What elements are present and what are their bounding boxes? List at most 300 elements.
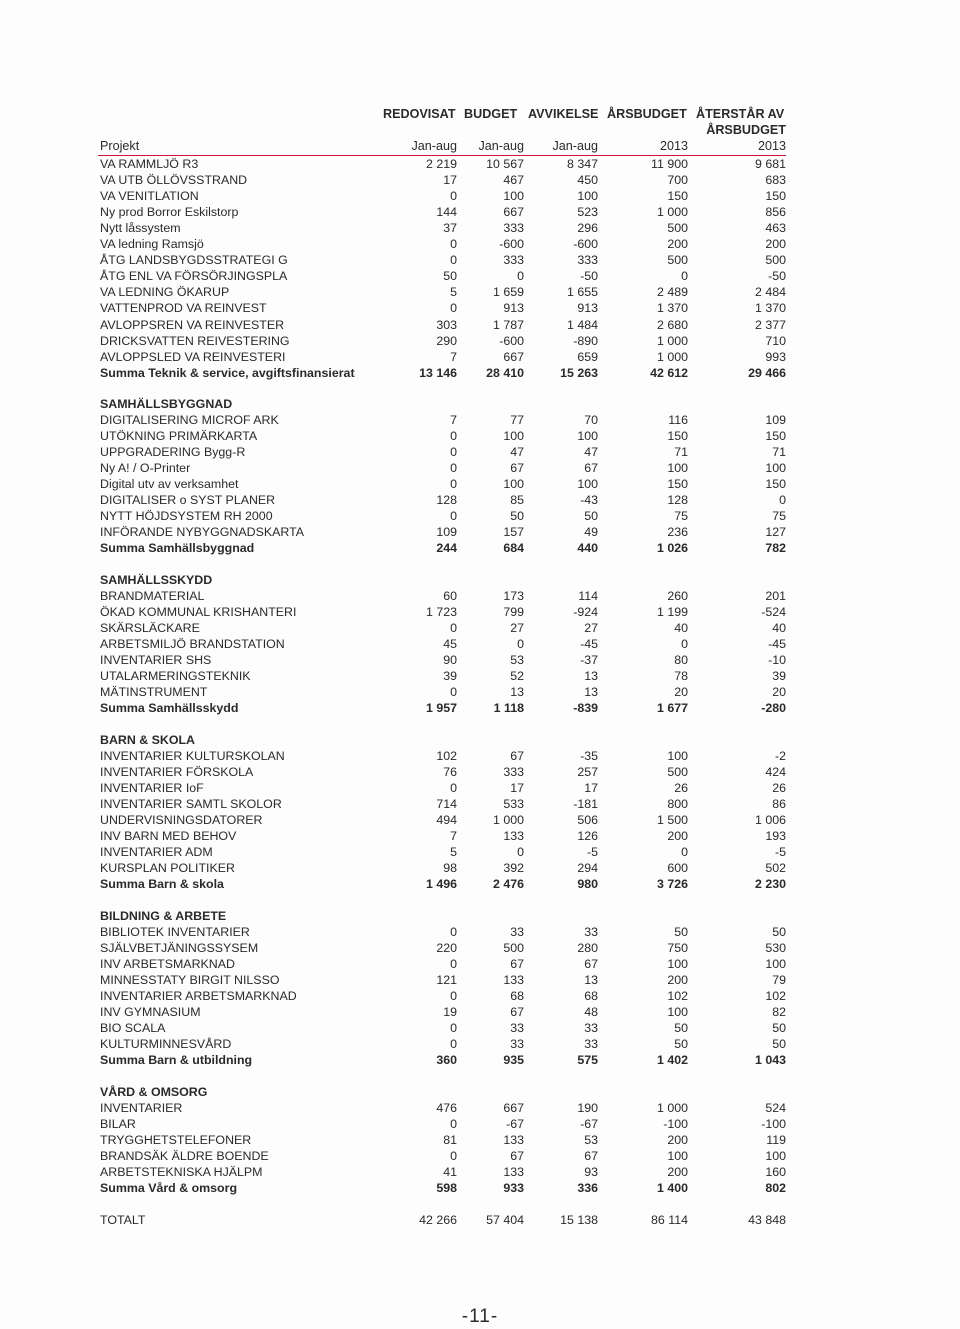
row-label: VA LEDNING ÖKARUP bbox=[100, 285, 230, 299]
table-row bbox=[0, 1116, 960, 1132]
aterstar-value: 1 006 bbox=[754, 813, 786, 827]
row-label: ÅTG ENL VA FÖRSÖRJINGSPLA bbox=[100, 269, 288, 283]
avvikelse-value: 67 bbox=[584, 957, 598, 971]
row-label: NYTT HÖJDSYSTEM RH 2000 bbox=[100, 509, 273, 523]
aterstar-value: 109 bbox=[765, 413, 786, 427]
aterstar-value: 29 466 bbox=[748, 366, 786, 380]
row-label: DIGITALISER o SYST PLANER bbox=[100, 493, 276, 507]
redovisat-value: 50 bbox=[443, 269, 457, 283]
budget-value: 933 bbox=[503, 1181, 524, 1195]
budget-value: 10 567 bbox=[486, 157, 524, 171]
aterstar-value: 524 bbox=[765, 1101, 786, 1115]
table-row bbox=[0, 1100, 960, 1116]
redovisat-value: 0 bbox=[450, 685, 457, 699]
aterstar-value: 463 bbox=[765, 221, 786, 235]
aterstar-value: 802 bbox=[765, 1181, 786, 1195]
avvikelse-value: 913 bbox=[577, 301, 598, 315]
summary-row bbox=[0, 876, 960, 892]
redovisat-value: 0 bbox=[450, 461, 457, 475]
budget-value: 0 bbox=[517, 845, 524, 859]
avvikelse-value: -839 bbox=[573, 701, 598, 715]
redovisat-value: 290 bbox=[436, 334, 457, 348]
period-aterstar: 2013 bbox=[757, 139, 786, 153]
table-row bbox=[0, 812, 960, 828]
table-row bbox=[0, 156, 960, 172]
budget-value: 0 bbox=[517, 637, 524, 651]
row-label: BRANDSÄK ÄLDRE BOENDE bbox=[100, 1149, 269, 1163]
avvikelse-value: 257 bbox=[577, 765, 598, 779]
budget-value: 67 bbox=[510, 957, 524, 971]
budget-value: -67 bbox=[506, 1117, 524, 1131]
budget-value: 333 bbox=[503, 253, 524, 267]
redovisat-value: 0 bbox=[450, 781, 457, 795]
table-row bbox=[0, 1164, 960, 1180]
table-row bbox=[0, 220, 960, 236]
col-header-aterstar-line1: ÅTERSTÅR AV bbox=[696, 107, 785, 121]
avvikelse-value: 15 263 bbox=[560, 366, 598, 380]
aterstar-value: 75 bbox=[772, 509, 786, 523]
table-row bbox=[0, 620, 960, 636]
aterstar-value: 79 bbox=[772, 973, 786, 987]
table-row bbox=[0, 444, 960, 460]
avvikelse-value: 33 bbox=[584, 1021, 598, 1035]
avvikelse-value: 47 bbox=[584, 445, 598, 459]
arsbudget-value: 0 bbox=[681, 637, 688, 651]
budget-value: 85 bbox=[510, 493, 524, 507]
arsbudget-value: 1 500 bbox=[656, 813, 688, 827]
row-label: VA ledning Ramsjö bbox=[100, 237, 204, 251]
table-row bbox=[0, 492, 960, 508]
summary-row bbox=[0, 365, 960, 381]
aterstar-value: 50 bbox=[772, 1037, 786, 1051]
row-label: Summa Samhällsbyggnad bbox=[100, 541, 255, 555]
aterstar-value: 9 681 bbox=[754, 157, 786, 171]
table-row bbox=[0, 300, 960, 316]
row-label: TRYGGHETSTELEFONER bbox=[100, 1133, 252, 1147]
avvikelse-value: 68 bbox=[584, 989, 598, 1003]
arsbudget-value: 1 026 bbox=[656, 541, 688, 555]
row-label: KULTURMINNESVÅRD bbox=[100, 1037, 232, 1051]
redovisat-value: 13 146 bbox=[419, 366, 457, 380]
table-row bbox=[0, 188, 960, 204]
redovisat-value: 0 bbox=[450, 301, 457, 315]
row-label: KURSPLAN POLITIKER bbox=[100, 861, 235, 875]
arsbudget-value: 1 199 bbox=[656, 605, 688, 619]
aterstar-value: 2 230 bbox=[754, 877, 786, 891]
table-row bbox=[0, 412, 960, 428]
table-row bbox=[0, 668, 960, 684]
budget-value: 913 bbox=[503, 301, 524, 315]
row-label: SKÄRSLÄCKARE bbox=[100, 621, 200, 635]
row-label: INVENTARIER KULTURSKOLAN bbox=[100, 749, 285, 763]
row-label: VATTENPROD VA REINVEST bbox=[100, 301, 267, 315]
arsbudget-value: 1 000 bbox=[656, 1101, 688, 1115]
arsbudget-value: 86 114 bbox=[651, 1213, 688, 1227]
avvikelse-value: 67 bbox=[584, 461, 598, 475]
aterstar-value: -45 bbox=[768, 637, 786, 651]
arsbudget-value: 500 bbox=[667, 765, 688, 779]
redovisat-value: 0 bbox=[450, 429, 457, 443]
page-number: -11- bbox=[461, 1306, 499, 1327]
arsbudget-value: 500 bbox=[667, 253, 688, 267]
aterstar-value: 86 bbox=[772, 797, 786, 811]
row-label: INVENTARIER IoF bbox=[100, 781, 204, 795]
redovisat-value: 5 bbox=[450, 845, 457, 859]
redovisat-value: 144 bbox=[436, 205, 457, 219]
section-header bbox=[0, 572, 960, 588]
budget-value: 17 bbox=[510, 781, 524, 795]
arsbudget-value: 116 bbox=[668, 413, 688, 427]
row-label: INVENTARIER ARBETSMARKNAD bbox=[100, 989, 297, 1003]
arsbudget-value: 1 000 bbox=[656, 350, 688, 364]
aterstar-value: 201 bbox=[765, 589, 786, 603]
summary-row bbox=[0, 540, 960, 556]
arsbudget-value: 600 bbox=[667, 861, 688, 875]
budget-value: 1 000 bbox=[492, 813, 524, 827]
redovisat-value: 98 bbox=[443, 861, 457, 875]
avvikelse-value: 15 138 bbox=[560, 1213, 598, 1227]
table-row bbox=[0, 636, 960, 652]
budget-value: 52 bbox=[510, 669, 524, 683]
redovisat-value: 102 bbox=[436, 749, 457, 763]
avvikelse-value: -67 bbox=[580, 1117, 598, 1131]
aterstar-value: 150 bbox=[765, 429, 786, 443]
budget-value: 667 bbox=[503, 205, 524, 219]
aterstar-value: 43 848 bbox=[748, 1213, 786, 1227]
table-row bbox=[0, 1020, 960, 1036]
aterstar-value: 150 bbox=[765, 477, 786, 491]
aterstar-value: 160 bbox=[765, 1165, 786, 1179]
budget-value: 133 bbox=[503, 973, 524, 987]
redovisat-value: 1 496 bbox=[425, 877, 457, 891]
redovisat-value: 2 219 bbox=[425, 157, 457, 171]
table-row bbox=[0, 940, 960, 956]
arsbudget-value: 50 bbox=[674, 1037, 688, 1051]
row-label: Summa Teknik & service, avgiftsfinansierat bbox=[100, 366, 355, 380]
arsbudget-value: 78 bbox=[674, 669, 688, 683]
budget-value: -600 bbox=[499, 237, 524, 251]
avvikelse-value: 70 bbox=[584, 413, 598, 427]
arsbudget-value: 200 bbox=[667, 973, 688, 987]
aterstar-value: 530 bbox=[765, 941, 786, 955]
budget-value: 57 404 bbox=[486, 1213, 524, 1227]
row-label: DRICKSVATTEN REIVESTERING bbox=[100, 334, 290, 348]
row-label: VA UTB ÖLLÖVSSTRAND bbox=[100, 173, 248, 187]
budget-value: 33 bbox=[510, 1021, 524, 1035]
table-row bbox=[0, 524, 960, 540]
table-row bbox=[0, 924, 960, 940]
avvikelse-value: 126 bbox=[577, 829, 598, 843]
arsbudget-value: 50 bbox=[674, 1021, 688, 1035]
aterstar-value: 82 bbox=[772, 1005, 786, 1019]
budget-value: 684 bbox=[503, 541, 524, 555]
aterstar-value: 100 bbox=[765, 957, 786, 971]
arsbudget-value: 2 680 bbox=[656, 318, 688, 332]
summary-row bbox=[0, 1052, 960, 1068]
arsbudget-value: 750 bbox=[667, 941, 688, 955]
avvikelse-value: 280 bbox=[577, 941, 598, 955]
budget-value: 157 bbox=[503, 525, 524, 539]
budget-value: 935 bbox=[503, 1053, 524, 1067]
period-avvikelse: Jan-aug bbox=[552, 139, 598, 153]
table-row bbox=[0, 317, 960, 333]
arsbudget-value: 100 bbox=[667, 749, 688, 763]
table-row bbox=[0, 333, 960, 349]
budget-value: 533 bbox=[503, 797, 524, 811]
avvikelse-value: 333 bbox=[577, 253, 598, 267]
arsbudget-value: 40 bbox=[674, 621, 688, 635]
budget-value: 33 bbox=[510, 1037, 524, 1051]
aterstar-value: 500 bbox=[765, 253, 786, 267]
redovisat-value: 476 bbox=[436, 1101, 457, 1115]
aterstar-value: 26 bbox=[772, 781, 786, 795]
summary-row bbox=[0, 1180, 960, 1196]
budget-value: 0 bbox=[517, 269, 524, 283]
avvikelse-value: -43 bbox=[580, 493, 598, 507]
aterstar-value: 710 bbox=[765, 334, 786, 348]
redovisat-value: 39 bbox=[443, 669, 457, 683]
avvikelse-value: 93 bbox=[584, 1165, 598, 1179]
redovisat-value: 45 bbox=[443, 637, 457, 651]
avvikelse-value: 17 bbox=[584, 781, 598, 795]
aterstar-value: -280 bbox=[761, 701, 786, 715]
budget-value: 67 bbox=[510, 461, 524, 475]
arsbudget-value: 260 bbox=[667, 589, 688, 603]
arsbudget-value: 1 402 bbox=[656, 1053, 688, 1067]
section-header bbox=[0, 908, 960, 924]
redovisat-value: 0 bbox=[450, 1149, 457, 1163]
table-row bbox=[0, 460, 960, 476]
table-row bbox=[0, 652, 960, 668]
arsbudget-value: 20 bbox=[674, 685, 688, 699]
budget-value: 67 bbox=[510, 749, 524, 763]
table-row bbox=[0, 764, 960, 780]
budget-value: 77 bbox=[510, 413, 524, 427]
redovisat-value: 42 266 bbox=[419, 1213, 457, 1227]
avvikelse-value: 67 bbox=[584, 1149, 598, 1163]
row-label: ARBETSTEKNISKA HJÄLPM bbox=[100, 1165, 263, 1179]
redovisat-value: 244 bbox=[436, 541, 457, 555]
avvikelse-value: 50 bbox=[584, 509, 598, 523]
row-label: INV ARBETSMARKNAD bbox=[100, 957, 235, 971]
projekt-header: Projekt bbox=[100, 139, 140, 153]
arsbudget-value: 2 489 bbox=[656, 285, 688, 299]
arsbudget-value: 1 000 bbox=[656, 334, 688, 348]
avvikelse-value: 33 bbox=[584, 1037, 598, 1051]
row-label: UPPGRADERING Bygg-R bbox=[100, 445, 246, 459]
row-label: INV BARN MED BEHOV bbox=[100, 829, 237, 843]
row-label: INVENTARIER SAMTL SKOLOR bbox=[100, 797, 282, 811]
table-row bbox=[0, 956, 960, 972]
table-row bbox=[0, 828, 960, 844]
row-label: MÄTINSTRUMENT bbox=[100, 685, 208, 699]
total-row bbox=[0, 1212, 960, 1228]
aterstar-value: 119 bbox=[766, 1133, 786, 1147]
budget-value: 133 bbox=[503, 1133, 524, 1147]
arsbudget-value: 800 bbox=[667, 797, 688, 811]
table-row bbox=[0, 844, 960, 860]
arsbudget-value: 1 677 bbox=[656, 701, 688, 715]
arsbudget-value: 700 bbox=[667, 173, 688, 187]
redovisat-value: 1 723 bbox=[425, 605, 457, 619]
row-label: MINNESSTATY BIRGIT NILSSO bbox=[100, 973, 280, 987]
aterstar-value: 40 bbox=[772, 621, 786, 635]
avvikelse-value: 440 bbox=[577, 541, 598, 555]
redovisat-value: 303 bbox=[436, 318, 457, 332]
avvikelse-value: 13 bbox=[584, 973, 598, 987]
arsbudget-value: 200 bbox=[667, 829, 688, 843]
aterstar-value: 993 bbox=[765, 350, 786, 364]
table-row bbox=[0, 349, 960, 365]
redovisat-value: 0 bbox=[450, 1117, 457, 1131]
budget-value: 100 bbox=[503, 189, 524, 203]
col-header-avvikelse: AVVIKELSE bbox=[528, 107, 599, 121]
redovisat-value: 7 bbox=[450, 829, 457, 843]
aterstar-value: 102 bbox=[765, 989, 786, 1003]
row-label: Digital utv av verksamhet bbox=[100, 477, 239, 491]
row-label: BILDNING & ARBETE bbox=[100, 909, 227, 923]
budget-value: 53 bbox=[510, 653, 524, 667]
table-row bbox=[0, 972, 960, 988]
table-row bbox=[0, 780, 960, 796]
section-header bbox=[0, 732, 960, 748]
arsbudget-value: 75 bbox=[674, 509, 688, 523]
redovisat-value: 0 bbox=[450, 989, 457, 1003]
row-label: ÖKAD KOMMUNAL KRISHANTERI bbox=[100, 605, 297, 619]
aterstar-value: 856 bbox=[765, 205, 786, 219]
arsbudget-value: 100 bbox=[667, 957, 688, 971]
aterstar-value: 0 bbox=[779, 493, 786, 507]
row-label: ARBETSMILJÖ BRANDSTATION bbox=[100, 637, 285, 651]
arsbudget-value: 200 bbox=[667, 237, 688, 251]
avvikelse-value: 53 bbox=[584, 1133, 598, 1147]
budget-value: 33 bbox=[510, 925, 524, 939]
row-label: Summa Samhällsskydd bbox=[100, 701, 239, 715]
row-label: INVENTARIER ADM bbox=[100, 845, 213, 859]
arsbudget-value: 42 612 bbox=[650, 366, 688, 380]
summary-row bbox=[0, 700, 960, 716]
arsbudget-value: 236 bbox=[667, 525, 688, 539]
row-label: VÅRD & OMSORG bbox=[100, 1085, 208, 1099]
arsbudget-value: 1 400 bbox=[656, 1181, 688, 1195]
col-header-arsbudget: ÅRSBUDGET bbox=[607, 107, 687, 121]
avvikelse-value: -924 bbox=[573, 605, 598, 619]
budget-value: 100 bbox=[503, 477, 524, 491]
arsbudget-value: 71 bbox=[674, 445, 688, 459]
row-label: INVENTARIER SHS bbox=[100, 653, 212, 667]
avvikelse-value: -890 bbox=[573, 334, 598, 348]
aterstar-value: 1 370 bbox=[754, 301, 786, 315]
aterstar-value: 782 bbox=[765, 541, 786, 555]
avvikelse-value: 1 655 bbox=[566, 285, 598, 299]
avvikelse-value: 1 484 bbox=[566, 318, 598, 332]
budget-value: 1 659 bbox=[492, 285, 524, 299]
aterstar-value: 683 bbox=[765, 173, 786, 187]
aterstar-value: 2 484 bbox=[754, 285, 786, 299]
redovisat-value: 0 bbox=[450, 445, 457, 459]
avvikelse-value: 296 bbox=[577, 221, 598, 235]
period-budget: Jan-aug bbox=[478, 139, 524, 153]
row-label: UTALARMERINGSTEKNIK bbox=[100, 669, 251, 683]
table-row bbox=[0, 204, 960, 220]
budget-value: 47 bbox=[510, 445, 524, 459]
period-redovisat: Jan-aug bbox=[411, 139, 457, 153]
aterstar-value: 424 bbox=[765, 765, 786, 779]
row-label: INVENTARIER FÖRSKOLA bbox=[100, 765, 254, 779]
row-label: BIBLIOTEK INVENTARIER bbox=[100, 925, 250, 939]
avvikelse-value: -600 bbox=[573, 237, 598, 251]
avvikelse-value: 523 bbox=[577, 205, 598, 219]
budget-value: 100 bbox=[503, 429, 524, 443]
table-row bbox=[0, 1004, 960, 1020]
arsbudget-value: 200 bbox=[667, 1165, 688, 1179]
redovisat-value: 0 bbox=[450, 237, 457, 251]
col-header-budget: BUDGET bbox=[464, 107, 518, 121]
redovisat-value: 0 bbox=[450, 509, 457, 523]
budget-value: 50 bbox=[510, 509, 524, 523]
table-row bbox=[0, 1132, 960, 1148]
row-label: DIGITALISERING MICROF ARK bbox=[100, 413, 279, 427]
aterstar-value: -100 bbox=[761, 1117, 786, 1131]
avvikelse-value: 114 bbox=[578, 589, 598, 603]
table-row bbox=[0, 748, 960, 764]
redovisat-value: 76 bbox=[443, 765, 457, 779]
budget-value: 67 bbox=[510, 1005, 524, 1019]
table-row bbox=[0, 1036, 960, 1052]
table-row bbox=[0, 588, 960, 604]
redovisat-value: 0 bbox=[450, 621, 457, 635]
avvikelse-value: 294 bbox=[577, 861, 598, 875]
row-label: BIO SCALA bbox=[100, 1021, 166, 1035]
arsbudget-value: 150 bbox=[667, 477, 688, 491]
arsbudget-value: 80 bbox=[674, 653, 688, 667]
redovisat-value: 7 bbox=[450, 413, 457, 427]
redovisat-value: 37 bbox=[443, 221, 457, 235]
row-label: SAMHÄLLSSKYDD bbox=[100, 573, 213, 587]
avvikelse-value: 450 bbox=[577, 173, 598, 187]
row-label: BARN & SKOLA bbox=[100, 733, 195, 747]
arsbudget-value: 100 bbox=[667, 461, 688, 475]
section-header bbox=[0, 1084, 960, 1100]
arsbudget-value: 1 370 bbox=[656, 301, 688, 315]
avvikelse-value: -5 bbox=[586, 845, 598, 859]
aterstar-value: 100 bbox=[765, 461, 786, 475]
arsbudget-value: 3 726 bbox=[656, 877, 688, 891]
avvikelse-value: 13 bbox=[584, 669, 598, 683]
redovisat-value: 19 bbox=[443, 1005, 457, 1019]
row-label: UNDERVISNINGSDATORER bbox=[100, 813, 263, 827]
redovisat-value: 0 bbox=[450, 957, 457, 971]
redovisat-value: 360 bbox=[436, 1053, 457, 1067]
aterstar-value: 50 bbox=[772, 925, 786, 939]
aterstar-value: 39 bbox=[772, 669, 786, 683]
budget-value: 500 bbox=[503, 941, 524, 955]
aterstar-value: -5 bbox=[774, 845, 786, 859]
budget-value: 68 bbox=[510, 989, 524, 1003]
redovisat-value: 60 bbox=[443, 589, 457, 603]
avvikelse-value: -50 bbox=[580, 269, 598, 283]
redovisat-value: 0 bbox=[450, 477, 457, 491]
redovisat-value: 81 bbox=[443, 1133, 457, 1147]
redovisat-value: 598 bbox=[436, 1181, 457, 1195]
aterstar-value: 150 bbox=[765, 189, 786, 203]
avvikelse-value: 48 bbox=[584, 1005, 598, 1019]
budget-value: 333 bbox=[503, 221, 524, 235]
avvikelse-value: 980 bbox=[577, 877, 598, 891]
arsbudget-value: 26 bbox=[674, 781, 688, 795]
table-row bbox=[0, 172, 960, 188]
table-row bbox=[0, 604, 960, 620]
